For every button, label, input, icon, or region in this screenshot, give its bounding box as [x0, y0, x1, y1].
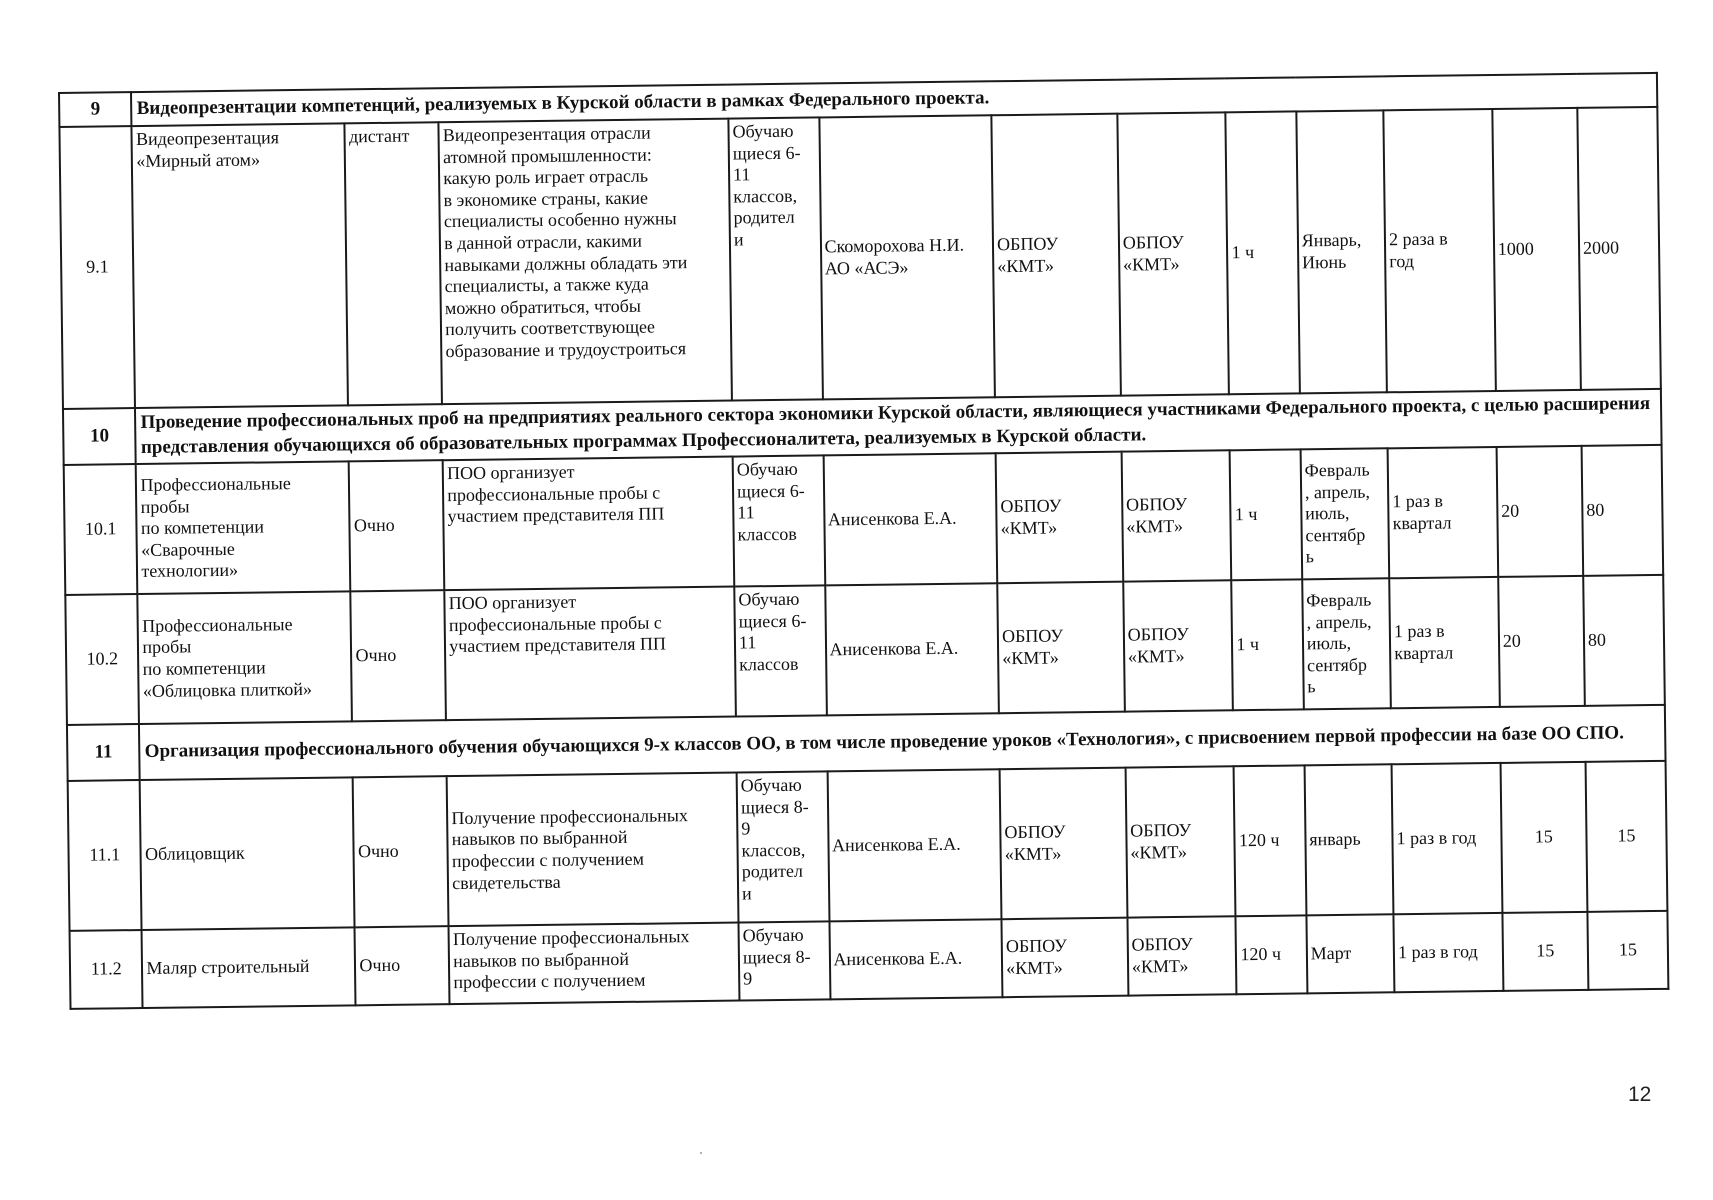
frequency-cell: 1 раз в квартал — [1388, 447, 1498, 578]
duration-cell: 120 ч — [1234, 765, 1306, 916]
dates-cell: Февраль , апрель, июль, сентябр ь — [1302, 578, 1391, 709]
section-title: Проведение профессиональных проб на предприятиях реального сектора экономики Курской области, являющиеся участниками Федерального проекта, с целью расширения представления обучающихся об образовательных программах Профессионалитета, реализуемых в Курской области. — [135, 389, 1661, 464]
dates-cell: Март — [1306, 914, 1394, 993]
event-name-cell: Профессиональные пробы по компетенции «Облицовка плиткой» — [138, 591, 353, 724]
responsible-cell: Скоморохова Н.И. АО «АСЭ» — [819, 115, 995, 399]
table-row — [64, 445, 1664, 595]
audience-cell: Обучаю щиеся 6- 11 классов — [733, 455, 825, 586]
event-name-cell: Маляр строительный — [142, 927, 356, 1008]
participants-count-1-cell: 20 — [1498, 576, 1585, 707]
participants-count-2-cell: 80 — [1583, 575, 1665, 706]
audience-cell: Обучаю щиеся 8- 9 классов, родител и — [737, 771, 829, 922]
venue-cell: ОБПОУ «КМТ» — [1127, 916, 1237, 995]
description-cell: Получение профессиональных навыков по выбранной профессии с получением — [449, 923, 740, 1005]
event-name-cell: Профессиональные пробы по компетенции «Сварочные технологии» — [136, 461, 351, 594]
participants-count-2-cell: 80 — [1582, 445, 1664, 576]
audience-cell: Обучаю щиеся 6- 11 классов — [734, 585, 826, 716]
organizer-cell: ОБПОУ «КМТ» — [996, 452, 1123, 584]
participants-count-1-cell: 1000 — [1492, 108, 1581, 391]
organizer-cell: ОБПОУ «КМТ» — [1000, 768, 1128, 920]
responsible-cell: Анисенкова Е.А. — [829, 919, 1003, 999]
row-number: 11.2 — [70, 930, 143, 1009]
table-row — [65, 575, 1665, 725]
audience-cell: Обучаю щиеся 6- 11 классов, родител и — [728, 117, 822, 400]
section-number: 10 — [63, 408, 136, 465]
participants-count-2-cell: 15 — [1586, 761, 1668, 912]
responsible-cell: Анисенкова Е.А. — [827, 769, 1001, 921]
responsible-cell: Анисенкова Е.А. — [825, 583, 999, 715]
duration-cell: 1 ч — [1232, 579, 1304, 710]
organizer-cell: ОБПОУ «КМТ» — [1002, 918, 1129, 998]
row-number: 10.2 — [65, 594, 139, 725]
organizer-cell: ОБПОУ «КМТ» — [991, 114, 1120, 398]
dates-cell: Январь, Июнь — [1296, 110, 1387, 393]
participants-count-2-cell: 2000 — [1577, 107, 1661, 390]
description-cell: ПОО организует профессиональные пробы с участием представителя ПП — [445, 587, 736, 721]
description-cell: Видеопрезентация отрасли атомной промышленности: какую роль играет отрасль в экономике страны, какие специалисты особенно нужны в данной отрасли, какими навыками должны обладать эти специалисты, а также куда можно обратиться, чтобы получить соответствующее образование и трудоустроиться — [439, 119, 732, 405]
participants-count-1-cell: 20 — [1496, 446, 1583, 577]
section-title: Видеопрезентации компетенций, реализуемых в Курской области в рамках Федерального проекта. — [131, 73, 1657, 126]
dates-cell: Февраль , апрель, июль, сентябр ь — [1300, 448, 1389, 579]
venue-cell: ОБПОУ «КМТ» — [1125, 766, 1236, 917]
dates-cell: январь — [1304, 764, 1393, 915]
plan-table-sheet — [58, 72, 1669, 1010]
scan-speck — [700, 1152, 702, 1154]
venue-cell: ОБПОУ «КМТ» — [1123, 580, 1233, 711]
description-cell: ПОО организует профессиональные пробы с участием представителя ПП — [443, 457, 734, 591]
table-row — [68, 761, 1668, 931]
table-row — [59, 107, 1660, 409]
frequency-cell: 2 раза в год — [1383, 109, 1495, 392]
event-name-cell: Видеопрезентация «Мирный атом» — [132, 123, 349, 408]
format-cell: дистант — [345, 122, 442, 405]
organizer-cell: ОБПОУ «КМТ» — [997, 582, 1124, 714]
venue-cell: ОБПОУ «КМТ» — [1121, 450, 1231, 581]
career-guidance-plan-table — [58, 72, 1669, 1010]
duration-cell: 1 ч — [1230, 449, 1302, 580]
section-title: Организация профессионального обучения обучающихся 9-х классов ОО, в том числе проведение уроков «Технология», с присвоением первой профессии на базе ОО СПО. — [139, 705, 1665, 780]
format-cell: Очно — [355, 926, 450, 1005]
format-cell: Очно — [349, 460, 444, 591]
format-cell: Очно — [351, 590, 446, 721]
participants-count-1-cell: 15 — [1502, 912, 1588, 991]
description-cell: Получение профессиональных навыков по выбранной профессии с получением свидетельства — [447, 773, 739, 927]
duration-cell: 1 ч — [1226, 111, 1300, 394]
section-number: 9 — [59, 92, 132, 127]
page-number: 12 — [1628, 1083, 1652, 1106]
frequency-cell: 1 раз в квартал — [1389, 577, 1499, 708]
duration-cell: 120 ч — [1236, 915, 1307, 994]
audience-cell: Обучаю щиеся 8- 9 — [738, 921, 830, 1000]
frequency-cell: 1 раз в год — [1392, 763, 1503, 914]
event-name-cell: Облицовщик — [140, 777, 355, 930]
row-number: 9.1 — [59, 126, 135, 409]
participants-count-1-cell: 15 — [1500, 762, 1587, 913]
section-number: 11 — [67, 724, 140, 781]
row-number: 11.1 — [68, 780, 142, 931]
venue-cell: ОБПОУ «КМТ» — [1117, 112, 1229, 395]
responsible-cell: Анисенкова Е.А. — [823, 453, 997, 585]
participants-count-2-cell: 15 — [1587, 911, 1668, 990]
frequency-cell: 1 раз в год — [1394, 913, 1504, 992]
row-number: 10.1 — [64, 464, 138, 595]
format-cell: Очно — [353, 776, 449, 927]
